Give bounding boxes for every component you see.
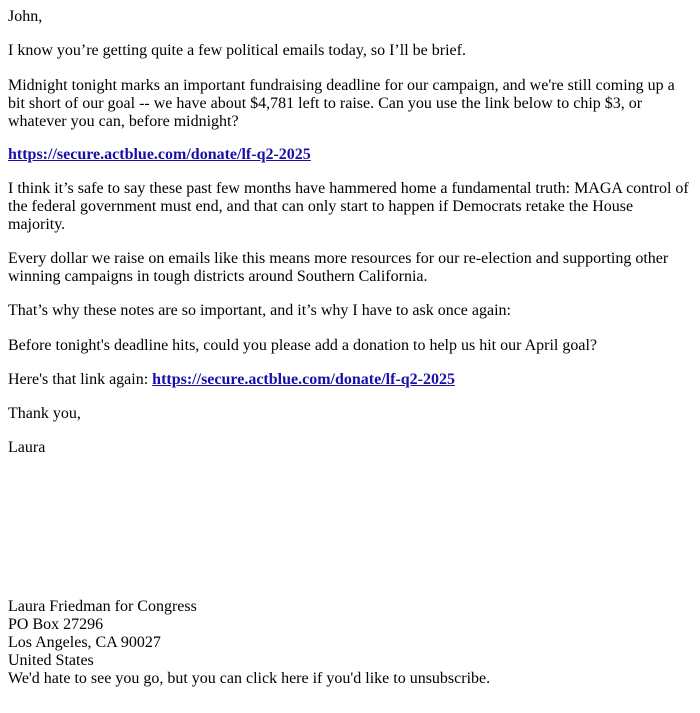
dollar-paragraph: Every dollar we raise on emails like this means more resources for our re-election and supporting other winning campaigns in tough districts around Southern California. bbox=[8, 250, 669, 285]
why-paragraph: That’s why these notes are so important, and it’s why I have to ask once again: bbox=[8, 302, 511, 319]
unsubscribe-text[interactable]: We'd hate to see you go, but you can click here if you'd like to unsubscribe. bbox=[8, 670, 491, 687]
footer-city: Los Angeles, CA 90027 bbox=[8, 634, 161, 651]
donate-link-again[interactable]: https://secure.actblue.com/donate/lf-q2-2025 bbox=[152, 371, 455, 388]
link-again-paragraph bbox=[8, 371, 692, 389]
deadline-paragraph: Midnight tonight marks an important fundraising deadline for our campaign, and we're still coming up a bit short of our goal -- we have about $4,781 left to raise. Can you use the link below to chip $3, or whatever you can, before midnight? bbox=[8, 77, 675, 130]
thanks-line: Thank you, bbox=[8, 405, 81, 422]
link-again-prefix: Here's that link again: bbox=[8, 371, 153, 388]
before-paragraph: Before tonight's deadline hits, could you please add a donation to help us hit our April goal? bbox=[8, 337, 597, 354]
donate-link[interactable]: https://secure.actblue.com/donate/lf-q2-2025 bbox=[8, 146, 311, 163]
signature: Laura bbox=[8, 439, 46, 456]
truth-paragraph: I think it’s safe to say these past few months have hammered home a fundamental truth: MAGA control of the federal government must end, and that can only start to happen if Democrats retake the House majority. bbox=[8, 180, 689, 233]
email-footer bbox=[8, 598, 692, 688]
greeting: John, bbox=[8, 8, 43, 25]
footer-org: Laura Friedman for Congress bbox=[8, 598, 197, 615]
footer-country: United States bbox=[8, 652, 94, 669]
footer-po-box: PO Box 27296 bbox=[8, 616, 104, 633]
intro-paragraph: I know you’re getting quite a few political emails today, so I’ll be brief. bbox=[8, 42, 466, 59]
donate-link-paragraph bbox=[8, 146, 692, 164]
